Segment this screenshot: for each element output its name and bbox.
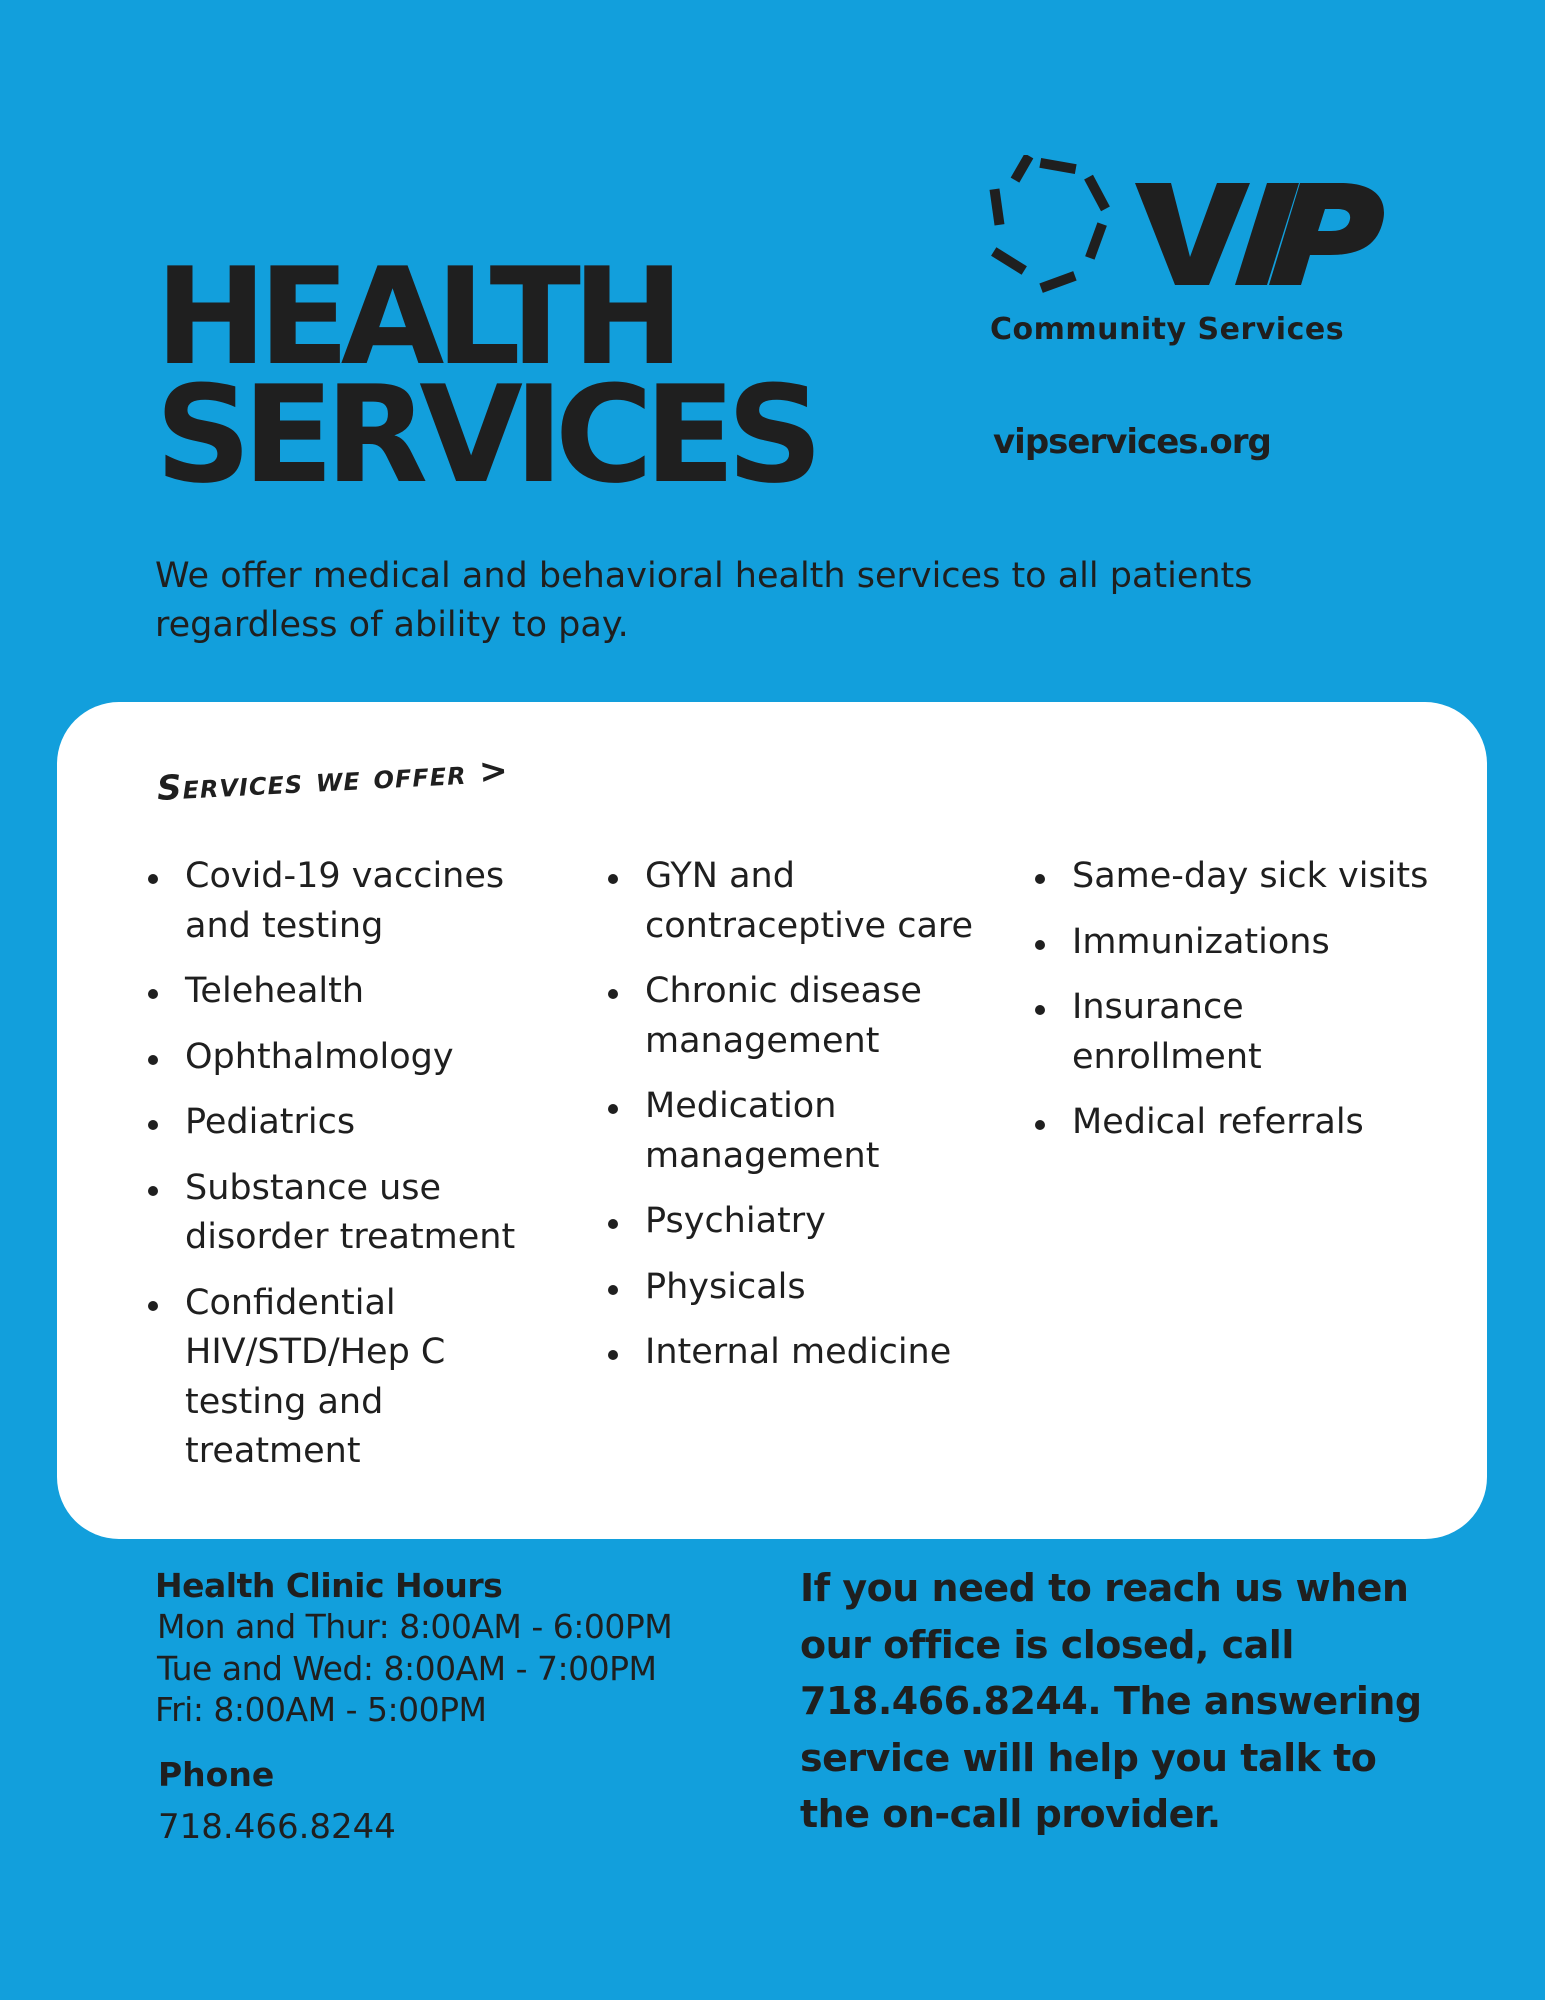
- list-item: Same-day sick visits: [1034, 852, 1444, 902]
- list-item: Internal medicine: [607, 1328, 997, 1378]
- services-column-3: [1034, 852, 1444, 1164]
- title-line-1: HEALTH: [155, 239, 676, 395]
- list-item: Ophthalmology: [147, 1033, 547, 1083]
- list-item: Medication management: [607, 1082, 997, 1181]
- title-line-2: SERVICES: [155, 357, 815, 513]
- logo-community-services: Community Services: [990, 312, 1345, 347]
- phone-title: Phone: [158, 1755, 275, 1794]
- starburst-ring-icon: [985, 155, 1385, 310]
- list-item: GYN and contraceptive care: [607, 852, 997, 951]
- list-item: Insurance enrollment: [1034, 983, 1444, 1082]
- list-item: Covid-19 vaccines and testing: [147, 852, 547, 951]
- hours-tue-wed: Tue and Wed: 8:00AM - 7:00PM: [157, 1649, 657, 1688]
- list-item: Confidential HIV/STD/Hep C testing and treatment: [147, 1279, 547, 1477]
- hours-mon-thur: Mon and Thur: 8:00AM - 6:00PM: [157, 1607, 673, 1646]
- list-item: Psychiatry: [607, 1197, 997, 1247]
- hours-fri: Fri: 8:00AM - 5:00PM: [155, 1690, 487, 1729]
- list-item: Telehealth: [147, 967, 547, 1017]
- list-item: Medical referrals: [1034, 1098, 1444, 1148]
- intro-text: We offer medical and behavioral health services to all patients regardless of ability to pay.: [155, 556, 1253, 645]
- services-card: [57, 702, 1487, 1539]
- services-heading: Services we offer >: [155, 750, 510, 809]
- services-column-2: [607, 852, 997, 1394]
- list-item: Immunizations: [1034, 918, 1444, 968]
- list-item: Chronic disease management: [607, 967, 997, 1066]
- page-title: [155, 239, 815, 513]
- vip-logo: [985, 155, 1395, 355]
- list-item: Substance use disorder treatment: [147, 1164, 547, 1263]
- services-column-1: [147, 852, 547, 1493]
- clinic-hours-title: Health Clinic Hours: [155, 1566, 503, 1605]
- after-hours-notice: If you need to reach us when our office is closed, call 718.466.8244. The answering service will help you talk to the on-call provider.: [800, 1566, 1422, 1836]
- list-item: Physicals: [607, 1263, 997, 1313]
- website-link[interactable]: vipservices.org: [993, 422, 1271, 462]
- list-item: Pediatrics: [147, 1098, 547, 1148]
- phone-number[interactable]: 718.466.8244: [158, 1807, 396, 1847]
